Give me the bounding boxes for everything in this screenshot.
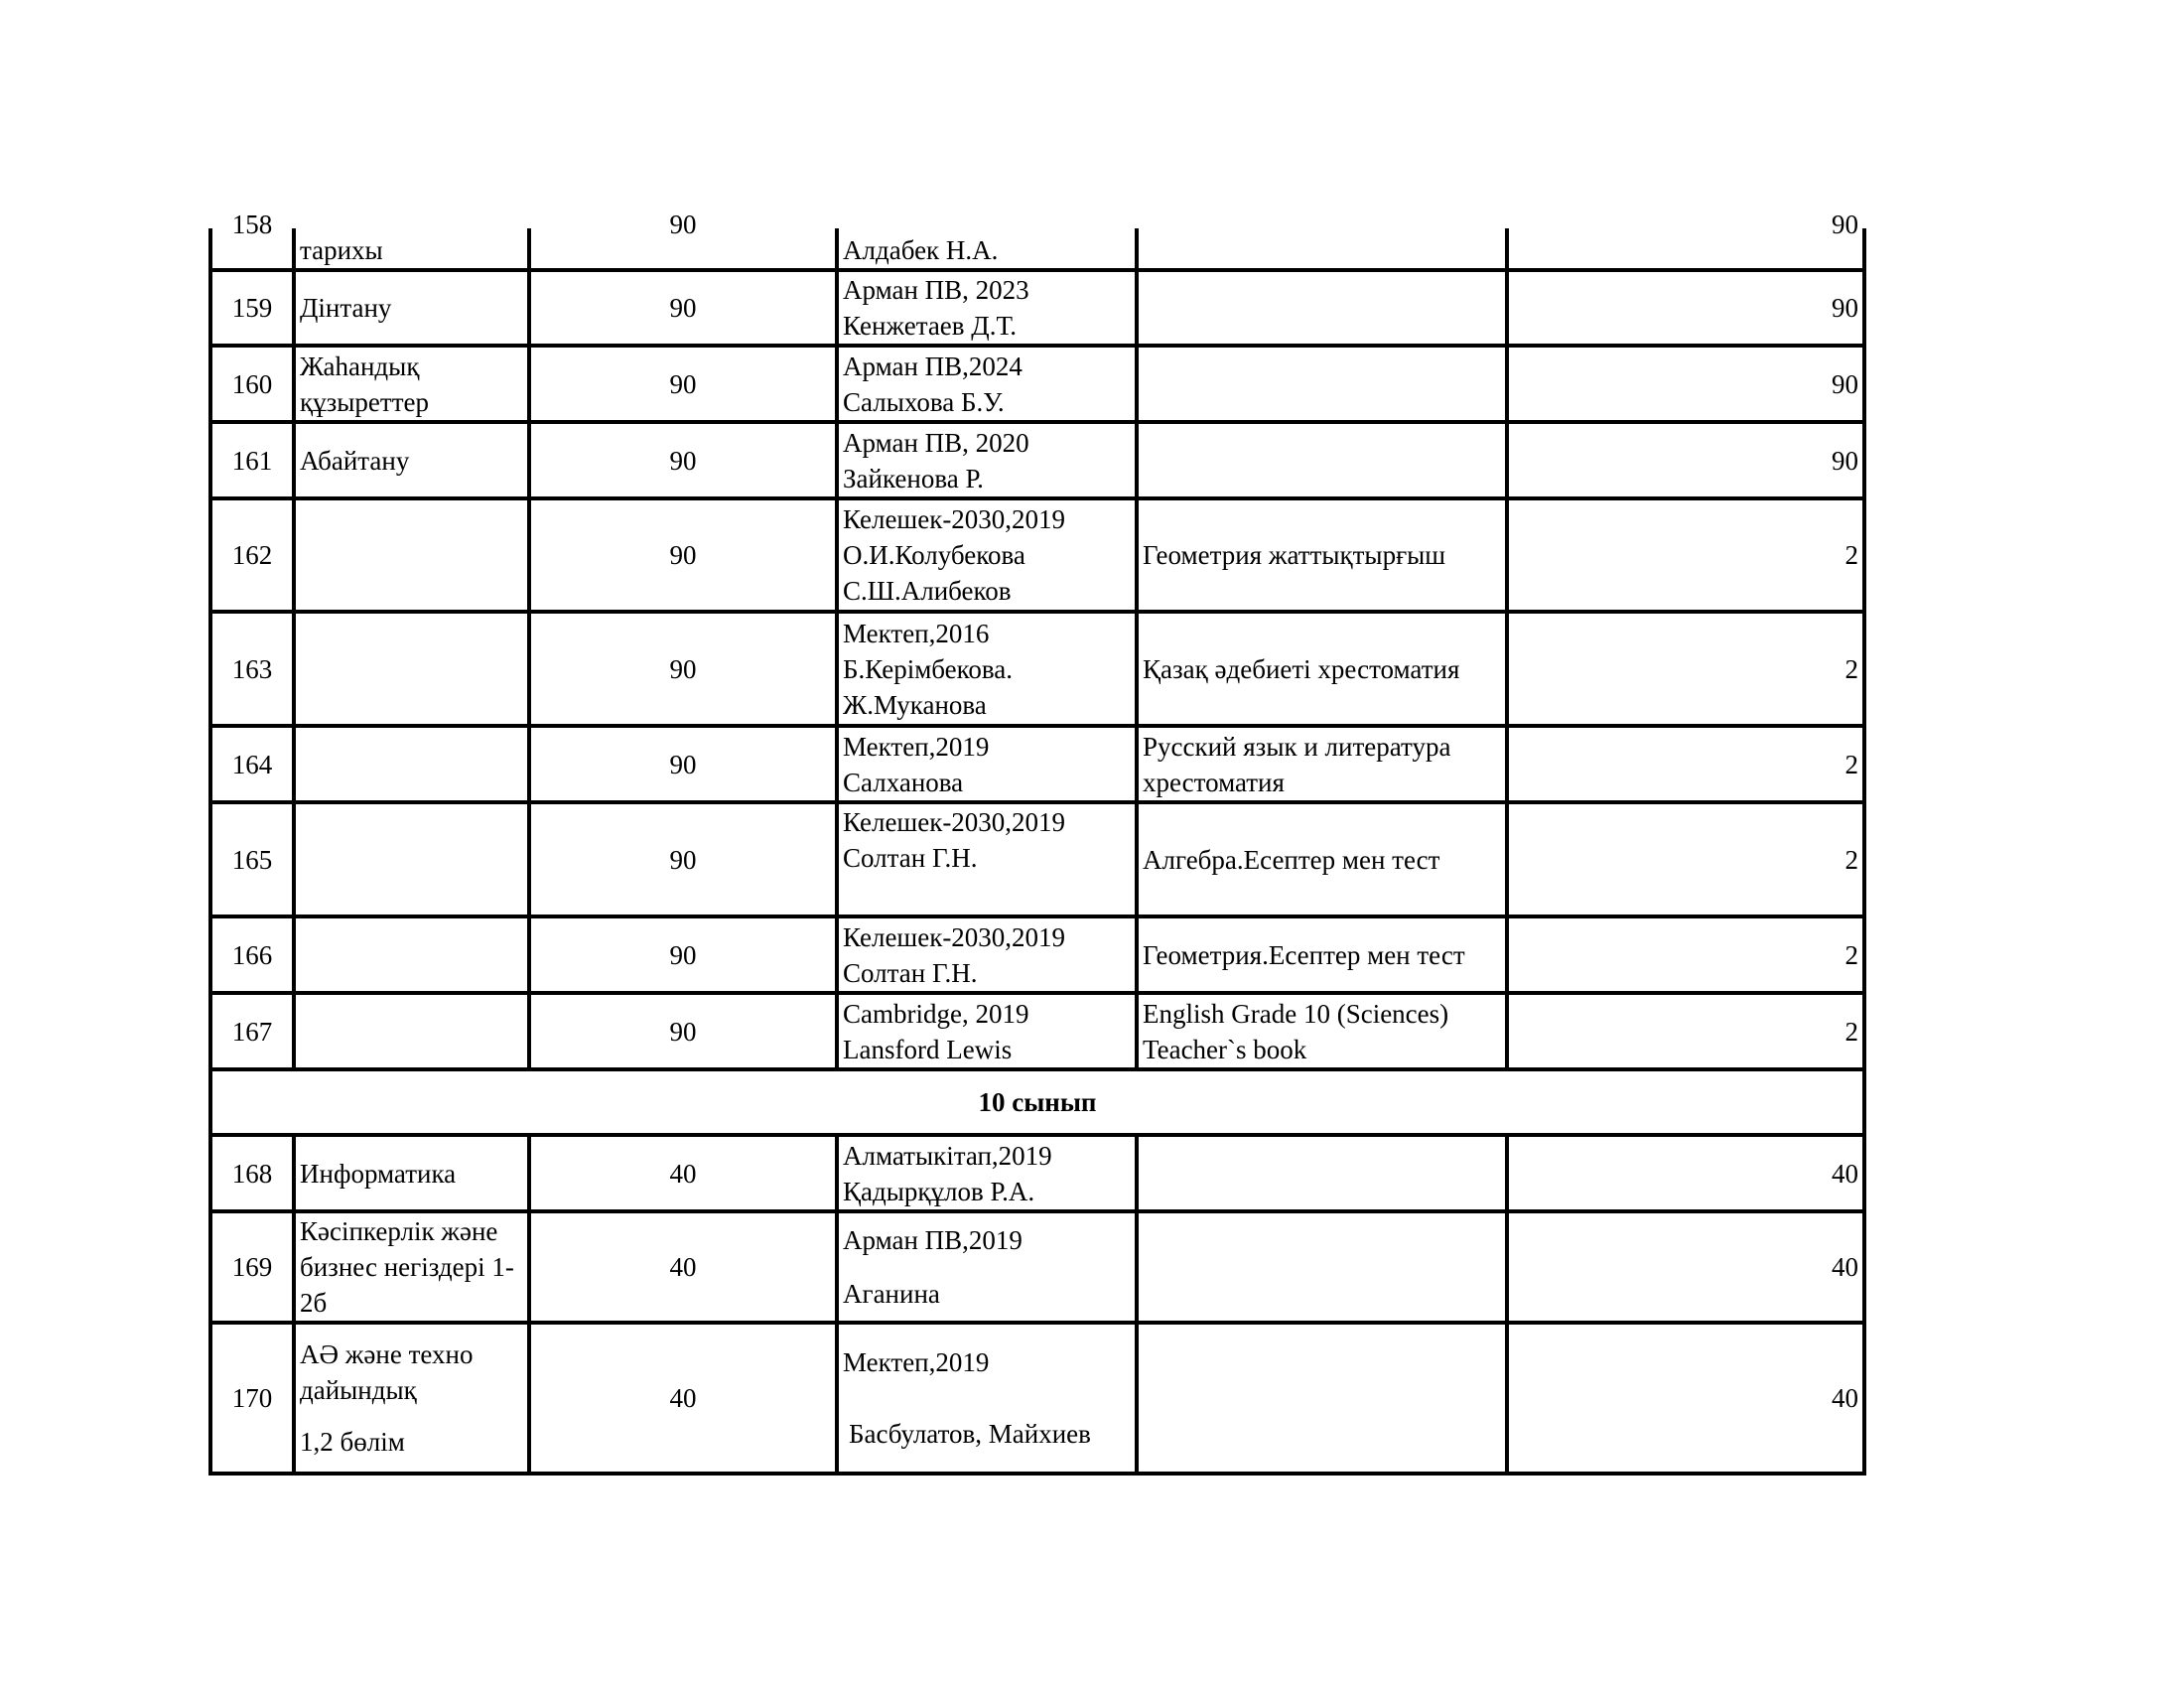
- publisher-cell: Мектеп,2019 Салханова: [837, 726, 1137, 802]
- quantity-cell: 90: [529, 270, 837, 346]
- title-cell: English Grade 10 (Sciences) Teacher`s book: [1137, 993, 1507, 1069]
- quantity-cell: 90: [529, 802, 837, 916]
- publisher-cell: Арман ПВ, 2020 Зайкенова Р.: [837, 422, 1137, 498]
- title-cell: Русский язык и литература хрестоматия: [1137, 726, 1507, 802]
- total-cell: 2: [1507, 993, 1864, 1069]
- total-cell: 40: [1507, 1135, 1864, 1211]
- subject-cell: АӘ және техно дайындық 1,2 бөлім: [294, 1323, 529, 1474]
- total-cell: 90: [1507, 228, 1864, 270]
- subject-cell: Абайтану: [294, 422, 529, 498]
- row-number: 164: [210, 726, 294, 802]
- subject-cell: Кәсіпкерлік және бизнес негіздері 1-2б: [294, 1211, 529, 1323]
- publisher-cell: Арман ПВ,2019 Аганина: [837, 1211, 1137, 1323]
- quantity-cell: 90: [529, 993, 837, 1069]
- row-number: 158: [210, 228, 294, 270]
- total-cell: 2: [1507, 916, 1864, 993]
- title-cell: [1137, 270, 1507, 346]
- quantity-cell: 90: [529, 726, 837, 802]
- publisher-cell: Арман ПВ,2024 Салыхова Б.У.: [837, 346, 1137, 422]
- table-row: [210, 498, 1864, 612]
- row-number: 162: [210, 498, 294, 612]
- total-cell: 90: [1507, 422, 1864, 498]
- title-cell: Алгебра.Есептер мен тест: [1137, 802, 1507, 916]
- subject-cell: [294, 612, 529, 726]
- table-row: [210, 1211, 1864, 1323]
- publisher-cell: Мектеп,2016 Б.Керімбекова. Ж.Муканова: [837, 612, 1137, 726]
- row-number: 168: [210, 1135, 294, 1211]
- total-cell: 2: [1507, 802, 1864, 916]
- subject-cell: [294, 802, 529, 916]
- row-number: 161: [210, 422, 294, 498]
- title-cell: [1137, 1211, 1507, 1323]
- row-number: 167: [210, 993, 294, 1069]
- publisher-cell: Алдабек Н.А.: [837, 228, 1137, 270]
- quantity-cell: 90: [529, 498, 837, 612]
- total-cell: 40: [1507, 1211, 1864, 1323]
- subject-cell: Дінтану: [294, 270, 529, 346]
- publisher-cell: Келешек-2030,2019 Солтан Г.Н.: [837, 916, 1137, 993]
- table-row: [210, 612, 1864, 726]
- subject-cell: Информатика: [294, 1135, 529, 1211]
- title-cell: Геометрия жаттықтырғыш: [1137, 498, 1507, 612]
- table-row: [210, 1323, 1864, 1474]
- quantity-cell: 40: [529, 1135, 837, 1211]
- total-cell: 90: [1507, 270, 1864, 346]
- quantity-cell: 90: [529, 916, 837, 993]
- total-cell: 2: [1507, 498, 1864, 612]
- row-number: 169: [210, 1211, 294, 1323]
- row-number: 159: [210, 270, 294, 346]
- subject-cell: Жаһандық құзыреттер: [294, 346, 529, 422]
- row-number: 170: [210, 1323, 294, 1474]
- table-row: [210, 916, 1864, 993]
- title-cell: [1137, 1135, 1507, 1211]
- publisher-cell: Алматыкітап,2019 Қадырқұлов Р.А.: [837, 1135, 1137, 1211]
- title-cell: [1137, 422, 1507, 498]
- quantity-cell: 40: [529, 1323, 837, 1474]
- section-row: [210, 1069, 1864, 1135]
- quantity-cell: 90: [529, 422, 837, 498]
- row-number: 166: [210, 916, 294, 993]
- table-row: [210, 993, 1864, 1069]
- section-heading: 10 сынып: [210, 1069, 1864, 1135]
- title-cell: [1137, 1323, 1507, 1474]
- quantity-cell: 90: [529, 612, 837, 726]
- publisher-cell: Cambridge, 2019 Lansford Lewis: [837, 993, 1137, 1069]
- table-row: [210, 726, 1864, 802]
- total-cell: 40: [1507, 1323, 1864, 1474]
- total-cell: 90: [1507, 346, 1864, 422]
- table-row: [210, 228, 1864, 270]
- subject-cell: тарихы: [294, 228, 529, 270]
- total-cell: 2: [1507, 726, 1864, 802]
- subject-cell: [294, 726, 529, 802]
- publisher-cell: Мектеп,2019 Басбулатов, Майхиев: [837, 1323, 1137, 1474]
- publisher-cell: Арман ПВ, 2023 Кенжетаев Д.Т.: [837, 270, 1137, 346]
- subject-cell: [294, 916, 529, 993]
- total-cell: 2: [1507, 612, 1864, 726]
- quantity-cell: 90: [529, 228, 837, 270]
- table-row: [210, 270, 1864, 346]
- row-number: 160: [210, 346, 294, 422]
- row-number: 163: [210, 612, 294, 726]
- subject-cell: [294, 498, 529, 612]
- table-row: [210, 346, 1864, 422]
- publisher-cell: Келешек-2030,2019 О.И.Колубекова С.Ш.Алибеков: [837, 498, 1137, 612]
- subject-cell: [294, 993, 529, 1069]
- row-number: 165: [210, 802, 294, 916]
- title-cell: Геометрия.Есептер мен тест: [1137, 916, 1507, 993]
- table-row: [210, 422, 1864, 498]
- quantity-cell: 40: [529, 1211, 837, 1323]
- quantity-cell: 90: [529, 346, 837, 422]
- publisher-cell: Келешек-2030,2019 Солтан Г.Н.: [837, 802, 1137, 916]
- title-cell: [1137, 228, 1507, 270]
- table-row: [210, 802, 1864, 916]
- title-cell: [1137, 346, 1507, 422]
- table-row: [210, 1135, 1864, 1211]
- textbook-table: [208, 210, 1866, 1476]
- title-cell: Қазақ әдебиеті хрестоматия: [1137, 612, 1507, 726]
